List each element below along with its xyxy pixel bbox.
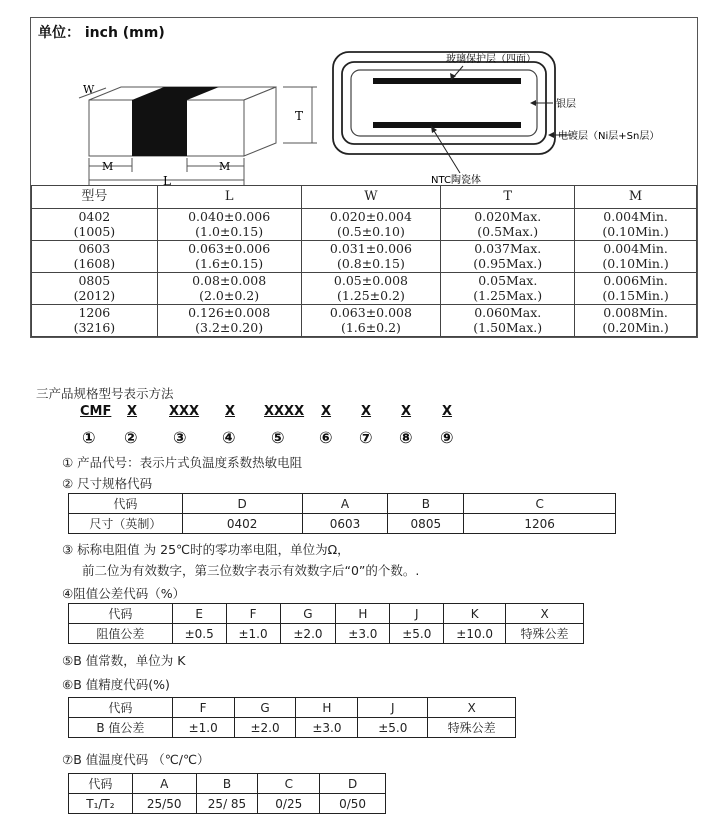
table-cell: 0603 bbox=[302, 514, 388, 534]
table-row bbox=[32, 241, 697, 273]
table-cell: 0.060Max. (1.50Max.) bbox=[441, 305, 575, 337]
table-cell: 0.031±0.006 (0.8±0.15) bbox=[301, 241, 441, 273]
table-cell: H bbox=[296, 698, 358, 718]
table-cell: 0402 bbox=[182, 514, 302, 534]
table-cell: 代码 bbox=[69, 698, 173, 718]
item7-title: ⑦B 值温度代码 （℃/℃） bbox=[62, 752, 210, 767]
table-cell: B bbox=[388, 494, 464, 514]
table-cell: ±0.5 bbox=[172, 624, 226, 644]
header-model: 型号 bbox=[32, 186, 158, 209]
item1-text: ① 产品代号：表示片式负温度系数热敏电阻 bbox=[62, 455, 303, 470]
table-cell: 阻值公差 bbox=[69, 624, 173, 644]
table-cell: F bbox=[172, 698, 234, 718]
table-row bbox=[69, 718, 516, 738]
plating-layer-label: 电镀层（Ni层+Sn层） bbox=[558, 131, 660, 142]
item3-line2: 前二位为有效数字，第三位数字表示有效数字后“0”的个数。. bbox=[82, 563, 420, 578]
table-cell: A bbox=[132, 774, 196, 794]
table-cell: D bbox=[320, 774, 386, 794]
t-label: T bbox=[295, 109, 304, 123]
table-cell: ±5.0 bbox=[358, 718, 428, 738]
b-value-tolerance-table bbox=[68, 697, 516, 738]
table-cell: 代码 bbox=[69, 774, 133, 794]
code-number: ⑨ bbox=[440, 428, 454, 447]
table-cell: 代码 bbox=[69, 494, 183, 514]
table-cell: 特殊公差 bbox=[428, 718, 516, 738]
table-cell: 0/25 bbox=[258, 794, 320, 814]
table-cell: ±3.0 bbox=[296, 718, 358, 738]
table-cell: 25/ 85 bbox=[196, 794, 258, 814]
code-number: ⑦ bbox=[359, 428, 373, 447]
chip-diagram bbox=[31, 40, 697, 185]
resistance-tolerance-table bbox=[68, 603, 584, 644]
table-cell: T₁/T₂ bbox=[69, 794, 133, 814]
table-row bbox=[69, 698, 516, 718]
code-part: X bbox=[127, 404, 138, 419]
code-number: ⑥ bbox=[319, 428, 333, 447]
table-cell: 0.004Min. (0.10Min.) bbox=[575, 241, 697, 273]
table-cell: 尺寸（英制） bbox=[69, 514, 183, 534]
table-cell: 0.08±0.008 (2.0±0.2) bbox=[157, 273, 301, 305]
table-row bbox=[69, 604, 584, 624]
header-w: W bbox=[301, 186, 441, 209]
table-cell: 代码 bbox=[69, 604, 173, 624]
table-cell: 0.040±0.006 (1.0±0.15) bbox=[157, 209, 301, 241]
code-part: XXXX bbox=[264, 404, 305, 419]
item6-title: ⑥B 值精度代码(%) bbox=[62, 677, 170, 692]
table-cell: X bbox=[428, 698, 516, 718]
table-cell: 0805 bbox=[388, 514, 464, 534]
item3-line1: ③ 标称电阻值 为 25℃时的零功率电阻，单位为Ω， bbox=[62, 542, 350, 557]
m-right-label: M bbox=[219, 160, 231, 173]
silver-layer-label: 银层 bbox=[556, 99, 576, 110]
header-m: M bbox=[575, 186, 697, 209]
table-cell: D bbox=[182, 494, 302, 514]
code-part: X bbox=[321, 404, 332, 419]
table-cell: H bbox=[336, 604, 390, 624]
table-cell: B bbox=[196, 774, 258, 794]
table-cell: K bbox=[444, 604, 506, 624]
code-part: XXX bbox=[169, 404, 200, 419]
table-cell: ±5.0 bbox=[390, 624, 444, 644]
ntc-ceramic-label: NTC陶瓷体 bbox=[431, 175, 481, 185]
b-value-temperature-table bbox=[68, 773, 386, 814]
table-cell: 0/50 bbox=[320, 794, 386, 814]
table-cell: ±3.0 bbox=[336, 624, 390, 644]
item4-title: ④阻值公差代码（%） bbox=[62, 586, 186, 601]
glass-layer-label: 玻璃保护层（四面） bbox=[446, 54, 536, 65]
table-cell: F bbox=[226, 604, 280, 624]
table-cell: 25/50 bbox=[132, 794, 196, 814]
table-cell: E bbox=[172, 604, 226, 624]
table-cell: X bbox=[506, 604, 584, 624]
table-cell: 0402 (1005) bbox=[32, 209, 158, 241]
code-number: ② bbox=[124, 428, 138, 447]
code-part: X bbox=[225, 404, 236, 419]
dimension-table bbox=[31, 185, 697, 337]
table-row bbox=[69, 514, 616, 534]
table-cell: 0603 (1608) bbox=[32, 241, 158, 273]
table-cell: A bbox=[302, 494, 388, 514]
table-row bbox=[32, 273, 697, 305]
table-cell: G bbox=[280, 604, 336, 624]
l-label: L bbox=[163, 174, 171, 185]
spec-code-row bbox=[0, 404, 702, 454]
item5-text: ⑤B 值常数，单位为 K bbox=[62, 653, 186, 668]
m-left-label: M bbox=[102, 160, 114, 173]
table-cell: ±2.0 bbox=[234, 718, 296, 738]
table-cell: J bbox=[358, 698, 428, 718]
table-cell: 0.006Min. (0.15Min.) bbox=[575, 273, 697, 305]
table-row bbox=[32, 305, 697, 337]
table-cell: 0.05±0.008 (1.25±0.2) bbox=[301, 273, 441, 305]
table-cell: 0.063±0.008 (1.6±0.2) bbox=[301, 305, 441, 337]
table-cell: B 值公差 bbox=[69, 718, 173, 738]
table-cell: ±1.0 bbox=[226, 624, 280, 644]
table-cell: ±2.0 bbox=[280, 624, 336, 644]
item2-title: ② 尺寸规格代码 bbox=[62, 476, 153, 491]
table-cell: 0.004Min. (0.10Min.) bbox=[575, 209, 697, 241]
code-part: CMF bbox=[80, 404, 112, 419]
w-label: W bbox=[83, 83, 95, 96]
size-code-table bbox=[68, 493, 616, 534]
spec-section-title: 三产品规格型号表示方法 bbox=[36, 386, 174, 401]
table-cell: C bbox=[258, 774, 320, 794]
code-part: X bbox=[401, 404, 412, 419]
code-part: X bbox=[442, 404, 453, 419]
table-cell: 0.126±0.008 (3.2±0.20) bbox=[157, 305, 301, 337]
table-cell: 0.05Max. (1.25Max.) bbox=[441, 273, 575, 305]
table-cell: 1206 (3216) bbox=[32, 305, 158, 337]
table-cell: 0.008Min. (0.20Min.) bbox=[575, 305, 697, 337]
table-cell: 1206 bbox=[464, 514, 616, 534]
table-row bbox=[69, 624, 584, 644]
unit-label: 单位： inch (mm) bbox=[38, 25, 165, 41]
table-row bbox=[69, 794, 386, 814]
header-t: T bbox=[441, 186, 575, 209]
table-cell: J bbox=[390, 604, 444, 624]
table-row bbox=[69, 774, 386, 794]
code-number: ④ bbox=[222, 428, 236, 447]
table-cell: G bbox=[234, 698, 296, 718]
code-number: ① bbox=[82, 428, 96, 447]
table-cell: ±10.0 bbox=[444, 624, 506, 644]
table-cell: 0.063±0.006 (1.6±0.15) bbox=[157, 241, 301, 273]
code-part: X bbox=[361, 404, 372, 419]
table-cell: 0805 (2012) bbox=[32, 273, 158, 305]
table-cell: 0.020Max. (0.5Max.) bbox=[441, 209, 575, 241]
code-number: ③ bbox=[173, 428, 187, 447]
header-l: L bbox=[157, 186, 301, 209]
table-row bbox=[69, 494, 616, 514]
table-cell: 0.037Max. (0.95Max.) bbox=[441, 241, 575, 273]
code-number: ⑤ bbox=[271, 428, 285, 447]
table-cell: ±1.0 bbox=[172, 718, 234, 738]
table-cell: C bbox=[464, 494, 616, 514]
table-cell: 0.020±0.004 (0.5±0.10) bbox=[301, 209, 441, 241]
table-row bbox=[32, 209, 697, 241]
code-number: ⑧ bbox=[399, 428, 413, 447]
table-cell: 特殊公差 bbox=[506, 624, 584, 644]
